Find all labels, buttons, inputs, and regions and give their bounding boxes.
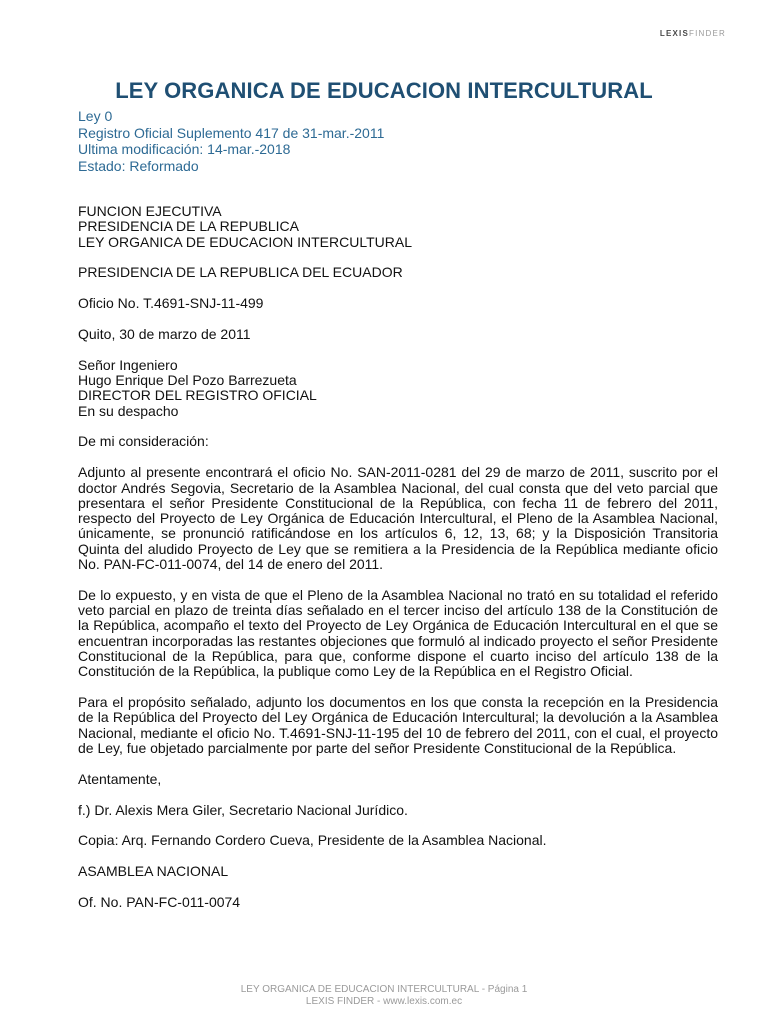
recipient-line: En su despacho [78, 402, 179, 419]
footer-title: LEY ORGANICA DE EDUCACION INTERCULTURAL - Página 1 [240, 984, 528, 995]
law-number: Ley 0 [78, 108, 113, 124]
recipient-line: DIRECTOR DEL REGISTRO OFICIAL [78, 387, 317, 404]
header-line: FUNCION EJECUTIVA [78, 203, 222, 219]
recipient-line: Hugo Enrique Del Pozo Barrezueta [78, 372, 297, 389]
registro-oficial: Registro Oficial Suplemento 417 de 31-mar.-2011 [78, 124, 385, 141]
body-paragraph: Adjunto al presente encontrará el oficio No. SAN-2011-0281 del 29 de marzo de 2011, suscrito por el doctor Andrés Segovia, Secretario de la Asamblea Nacional, del cual consta que del veto parcial que presentara el señor Presidente Constitucional de la República, con fecha 11 de febrero del 2011, respecto del Proyecto de Ley Orgánica de Educación Intercultural, el Pleno de la Asamblea Nacional, únicamente, se pronunció ratificándose en los artículos 6, 12, 13, 68; y la Disposición Transitoria Quinta del aludido Proyecto de Ley que se remitiera a la Presidencia de la República mediante oficio No. PAN-FC-011-0074, del 14 de enero del 2011. [78, 464, 718, 573]
page-footer [0, 984, 768, 1008]
document-title: LEY ORGANICA DE EDUCACION INTERCULTURAL [115, 78, 653, 103]
body-paragraph: Para el propósito señalado, adjunto los documentos en los que consta la recepción en la Presidencia de la República del Proyecto del Ley Orgánica de Educación Intercultural; la devolución a la Asamblea Nacional, mediante el oficio No. T.4691-SNJ-11-195 del 10 de febrero del 2011, con el cual, el proyecto de Ley, fue objetado parcialmente por parte del señor Presidente Constitucional de la República. [78, 694, 718, 757]
oficio-number: Oficio No. T.4691-SNJ-11-499 [78, 295, 264, 312]
letter-date: Quito, 30 de marzo de 2011 [78, 325, 251, 342]
status: Estado: Reformado [78, 157, 199, 174]
header-block [78, 204, 718, 250]
header-line: LEY ORGANICA DE EDUCACION INTERCULTURAL [78, 233, 412, 250]
copy-line: Copia: Arq. Fernando Cordero Cueva, Presidente de la Asamblea Nacional. [78, 832, 547, 849]
closing: Atentamente, [78, 770, 162, 787]
asamblea-heading: ASAMBLEA NACIONAL [78, 863, 229, 880]
body-paragraph: De lo expuesto, y en vista de que el Pleno de la Asamblea Nacional no trató en su totalidad el referido veto parcial en plazo de treinta días señalado en el tercer inciso del artículo 138 de la Constitución de la República, acompaño el texto del Proyecto de Ley Orgánica de Educación Intercultural en el que se encuentran incorporadas las restantes objeciones que formuló al indicado proyecto el señor Presidente Constitucional de la República, para que, conforme dispone el cuarto inciso del artículo 138 de la Constitución de la República, la publique como Ley de la República en el Registro Oficial. [78, 586, 718, 680]
signature: f.) Dr. Alexis Mera Giler, Secretario Nacional Jurídico. [78, 801, 408, 818]
brand-logo [660, 29, 726, 38]
brand-logo-part1: LEXIS [659, 29, 690, 38]
footer-source: LEXIS FINDER - www.lexis.com.ec [305, 996, 463, 1007]
salutation: De mi consideración: [78, 433, 209, 450]
header-line: PRESIDENCIA DE LA REPUBLICA [78, 218, 299, 235]
office-number: Of. No. PAN-FC-011-0074 [78, 894, 241, 910]
document-metadata [78, 108, 384, 174]
brand-logo-part2: FINDER [689, 29, 726, 38]
recipient-block [78, 358, 718, 419]
last-modification: Ultima modificación: 14-mar.-2018 [78, 141, 291, 157]
document-body [78, 204, 718, 926]
presidencia-heading: PRESIDENCIA DE LA REPUBLICA DEL ECUADOR [78, 264, 403, 281]
recipient-line: Señor Ingeniero [78, 356, 178, 373]
